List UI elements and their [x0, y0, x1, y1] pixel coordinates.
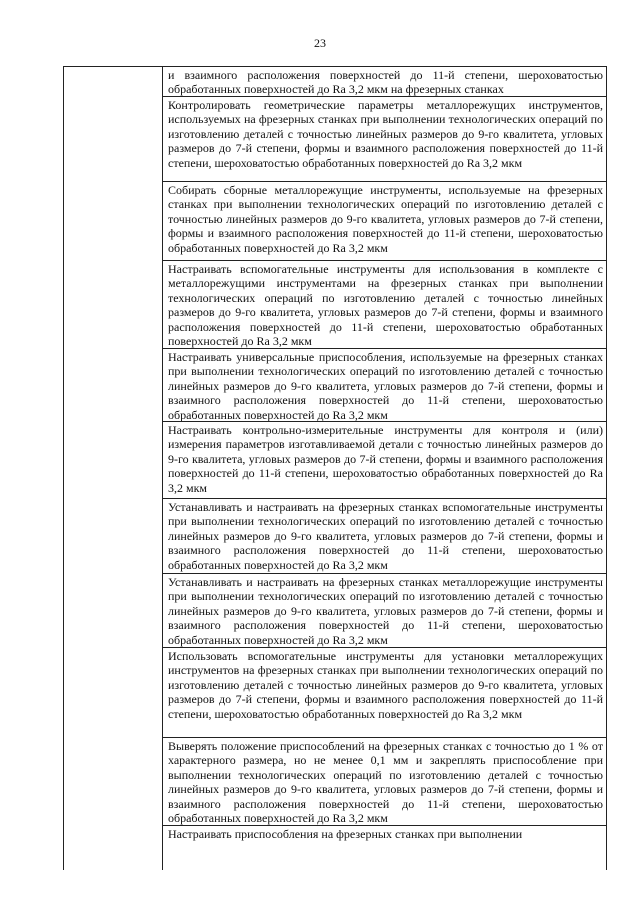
table-row: Собирать сборные металлорежущие инструменты, используемые на фрезерных станках при выполнении технологических операций по изготовлению деталей с точностью линейных размеров до 9-го квалитета, угловых размеров до 7-й степени, формы и взаимного расположения поверхностей до 11-й степени, шероховатостью обработанных поверхностей до Ra 3,2 мкм [163, 182, 606, 261]
table-row: Настраивать приспособления на фрезерных станках при выполнении [168, 827, 523, 841]
table-row: Контролировать геометрические параметры металлорежущих инструментов, используемых на фрезерных станках при выполнении технологических операций по изготовлению деталей с точностью линейных размеров до 9-го квалитета, угловых размеров до 7-й степени, формы и взаимного расположения поверхностей до 11-й степени, шероховатостью обработанных поверхностей до Ra 3,2 мкм [163, 97, 606, 182]
table-row: Выверять положение приспособлений на фрезерных станках с точностью до 1 % от характерного размера, но не менее 0,1 мм и закреплять приспособление при выполнении технологических операций по изготовлению деталей с точностью линейных размеров до 9-го квалитета, угловых размеров до 7-й степени, формы и взаимного расположения поверхностей до 11-й степени, шероховатостью обработанных поверхностей до Ra 3,2 мкм [163, 738, 606, 826]
table-row: Настраивать контрольно-измерительные инструменты для контроля и (или) измерения параметров изготавливаемой детали с точностью линейных размеров до 9-го квалитета, угловых размеров до 7-й степени, формы и взаимного расположения поверхностей до 11-й степени, шероховатостью обработанных поверхностей до Ra 3,2 мкм [163, 422, 606, 499]
table-row: и взаимного расположения поверхностей до 11-й степени, шероховатостью обработанных поверхностей до Ra 3,2 мкм на фрезерных станках [163, 67, 606, 97]
page-number: 23 [314, 36, 326, 50]
table-row: Использовать вспомогательные инструменты для установки металлорежущих инструментов на фрезерных станках при выполнении технологических операций по изготовлению деталей с точностью линейных размеров до 9-го квалитета, угловых размеров до 7-й степени, формы и взаимного расположения поверхностей до 11-й степени, шероховатостью обработанных поверхностей до Ra 3,2 мкм [163, 648, 606, 738]
table-left-column [64, 67, 163, 870]
table-row: Настраивать вспомогательные инструменты для использования в комплекте с металлорежущими инструментами на фрезерных станках при выполнении технологических операций по изготовлению деталей с точностью линейных размеров до 9-го квалитета, угловых размеров до 7-й степени, формы и взаимного расположения поверхностей до 11-й степени, шероховатостью обработанных поверхностей до Ra 3,2 мкм [163, 261, 606, 349]
requirements-table [63, 66, 607, 870]
table-row: Устанавливать и настраивать на фрезерных станках металлорежущие инструменты при выполнении технологических операций по изготовлению деталей с точностью линейных размеров до 9-го квалитета, угловых размеров до 7-й степени, формы и взаимного расположения поверхностей до 11-й степени, шероховатостью обработанных поверхностей до Ra 3,2 мкм [163, 574, 606, 648]
table-row: Устанавливать и настраивать на фрезерных станках вспомогательные инструменты при выполнении технологических операций по изготовлению деталей с точностью линейных размеров до 9-го квалитета, угловых размеров до 7-й степени, формы и взаимного расположения поверхностей до 11-й степени, шероховатостью обработанных поверхностей до Ra 3,2 мкм [163, 499, 606, 574]
table-row: Настраивать универсальные приспособления, используемые на фрезерных станках при выполнении технологических операций по изготовлению деталей с точностью линейных размеров до 9-го квалитета, угловых размеров до 7-й степени, формы и взаимного расположения поверхностей до 11-й степени, шероховатостью обработанных поверхностей до Ra 3,2 мкм [163, 349, 606, 422]
table-right-column [163, 67, 606, 870]
